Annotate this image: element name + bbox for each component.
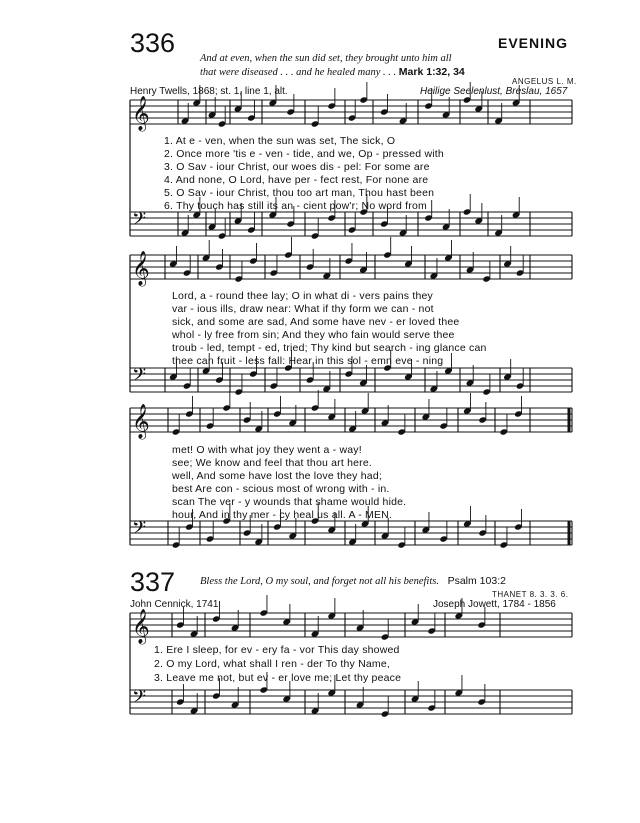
- text-author-337: John Cennick, 1741: [130, 599, 219, 610]
- lyric-line: scan The ver - y wounds that shame would hide.: [172, 496, 407, 508]
- treble-clef: 𝄞: [132, 96, 150, 131]
- lyric-line: 2. O my Lord, what shall I ren - der To thy Name,: [154, 658, 391, 670]
- lyric-line: hour, And in thy mer - cy heal us all. A - MEN.: [172, 509, 393, 521]
- lyric-line: see; We know and feel that thou art here.: [172, 457, 373, 469]
- lyric-line: 3. Leave me not, but ev - er love me; Let thy peace: [154, 672, 402, 684]
- music-source-text: Heilige Seelenlust, Breslau, 1657: [420, 86, 568, 97]
- lyric-line: var - ious ills, draw near: What if thy form we can - not: [172, 303, 434, 315]
- tune-name-337: THANET 8. 3. 3. 6.: [492, 590, 569, 599]
- lyric-line: Lord, a - round thee lay; O in what di - vers pains they: [172, 290, 433, 302]
- epigraph-337: [200, 575, 506, 587]
- bass-clef: 𝄢: [132, 518, 147, 543]
- epigraph-337-text: Bless the Lord, O my soul, and forget not all his benefits.: [200, 576, 439, 587]
- lyric-line: 3. O Sav - iour Christ, our woes dis - pel: For some are: [164, 161, 430, 173]
- hymn-number-337: 337: [130, 567, 176, 597]
- bass-clef: 𝄢: [132, 365, 147, 390]
- text-author: Henry Twells, 1868; st. 1, line 1, alt.: [130, 86, 288, 97]
- lyric-line: 2. Once more 'tis e - ven - tide, and we, Op - pressed with: [164, 148, 444, 160]
- section-title: EVENING: [498, 35, 569, 51]
- lyric-line: met! O with what joy they went a - way!: [172, 444, 362, 456]
- composer-337: Joseph Jowett, 1784 - 1856: [433, 599, 556, 610]
- lyrics-system-3: [172, 444, 572, 522]
- treble-clef: 𝄞: [132, 404, 150, 439]
- lyric-line: 4. And none, O Lord, have per - fect rest, For none are: [164, 174, 429, 186]
- lyric-line: 6. Thy touch has still its an - cient pow'r; No word from: [164, 200, 427, 212]
- treble-clef: 𝄞: [132, 251, 150, 286]
- lyric-line: well, And some have lost the love they had;: [172, 470, 382, 482]
- lyric-line: whol - ly free from sin; And they who fain would serve thee: [172, 329, 455, 341]
- epigraph-text-2: that were diseased . . . and he healed many . . .: [200, 67, 397, 78]
- epigraph-reference: Mark 1:32, 34: [398, 66, 465, 78]
- lyrics-337-system-1: [154, 644, 574, 686]
- bass-clef: 𝄢: [132, 687, 147, 712]
- hymn-number-336: 336: [130, 28, 176, 58]
- lyric-line: 1. Ere I sleep, for ev - ery fa - vor This day showed: [154, 644, 400, 656]
- lyrics-system-1: [164, 135, 574, 213]
- lyrics-system-2: [172, 290, 572, 368]
- epigraph-line-1: And at even, when the sun did set, they brought unto him all: [200, 53, 452, 64]
- lyric-line: 1. At e - ven, when the sun was set, The sick, O: [164, 135, 396, 147]
- lyric-line: sick, and some are sad, And some have nev - er loved thee: [172, 316, 460, 328]
- epigraph-337-reference: Psalm 103:2: [447, 575, 506, 587]
- treble-clef: 𝄞: [132, 609, 150, 644]
- lyric-line: best Are con - scious most of wrong with - in.: [172, 483, 390, 495]
- lyric-line: troub - led, tempt - ed, tried; Thy kind but search - ing glance can: [172, 342, 487, 354]
- bass-clef: 𝄢: [132, 209, 147, 234]
- lyric-line: thee can fruit - less fall: Hear in this sol - emn eve - ning: [172, 355, 444, 367]
- tune-name: ANGELUS L. M.: [512, 77, 577, 86]
- lyric-line: 5. O Sav - iour Christ, thou too art man, Thou hast been: [164, 187, 435, 199]
